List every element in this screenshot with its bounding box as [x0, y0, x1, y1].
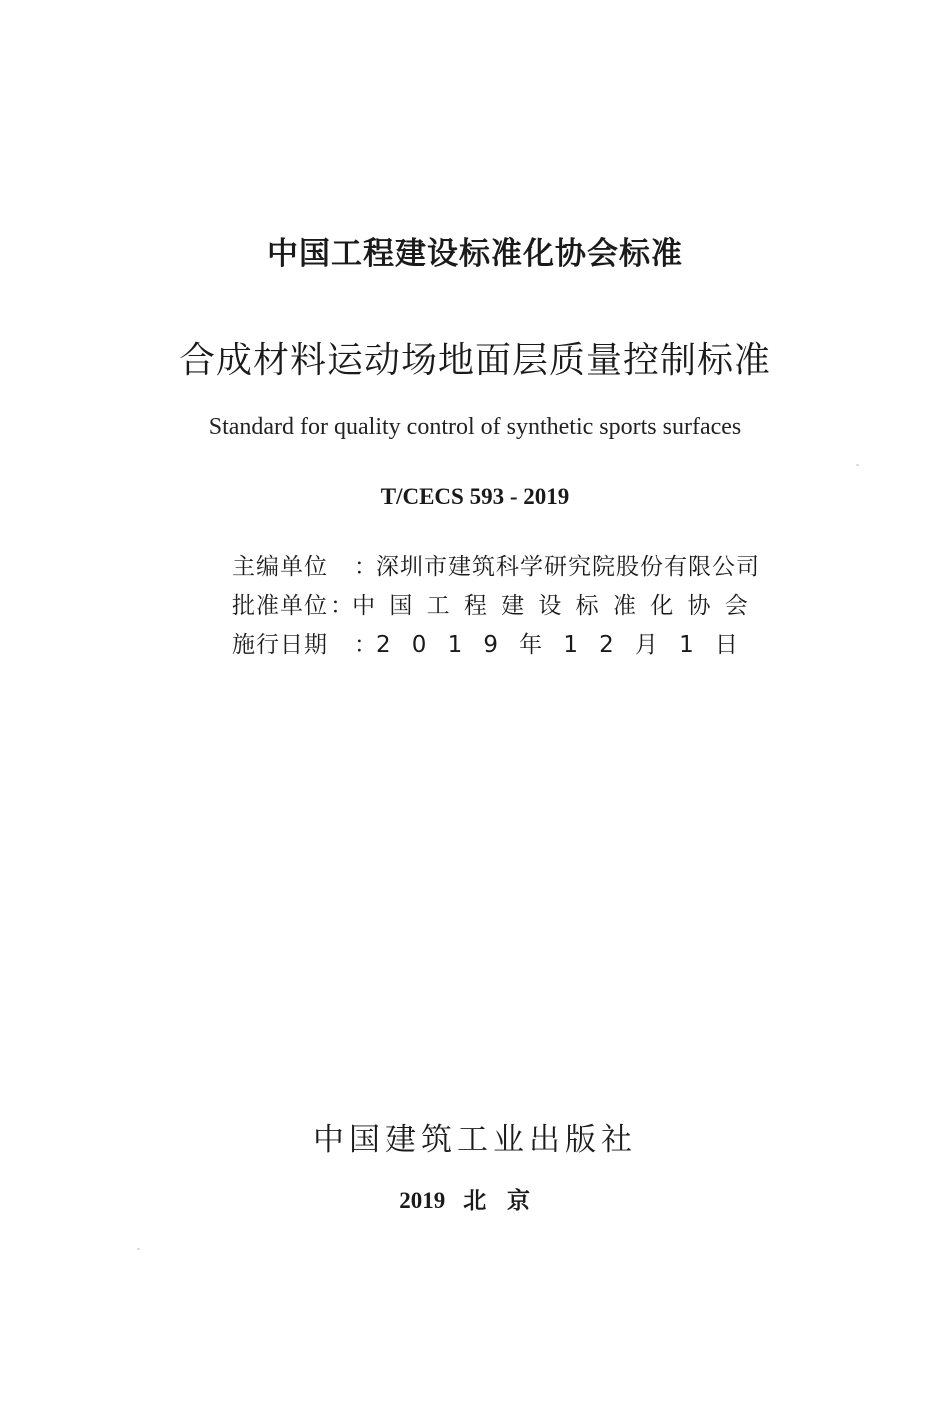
english-title: Standard for quality control of synthetic sports surfaces — [208, 414, 742, 440]
approver-separator: ： — [330, 593, 354, 619]
chief-editor-separator: ： — [354, 554, 377, 580]
info-row-effective-date — [232, 626, 762, 665]
standard-code: T/CECS 593 - 2019 — [380, 484, 570, 509]
approver-label: 批准单位 — [232, 593, 328, 619]
effective-date-value: 2019年12月1日 — [376, 632, 760, 658]
info-row-chief-editor — [232, 548, 762, 587]
publication-year-city — [0, 1182, 950, 1215]
effective-date-label: 施行日期 — [232, 632, 328, 658]
issuance-info — [232, 548, 762, 665]
document-title: 合成材料运动场地面层质量控制标准 — [178, 340, 771, 381]
info-row-approver — [232, 587, 762, 626]
publisher: 中国建筑工业出版社 — [313, 1122, 637, 1158]
scan-speck — [856, 464, 859, 466]
scan-speck — [137, 1248, 140, 1250]
series-title: 中国工程建设标准化协会标准 — [267, 236, 683, 272]
chief-editor-value: 深圳市建筑科学研究院股份有限公司 — [376, 554, 760, 580]
publication-city: 北京 — [463, 1188, 551, 1214]
approver-value: 中国工程建设标准化协会 — [352, 593, 762, 619]
publication-year: 2019 — [399, 1188, 446, 1213]
chief-editor-label: 主编单位 — [232, 554, 328, 580]
effective-date-separator: ： — [354, 632, 377, 658]
